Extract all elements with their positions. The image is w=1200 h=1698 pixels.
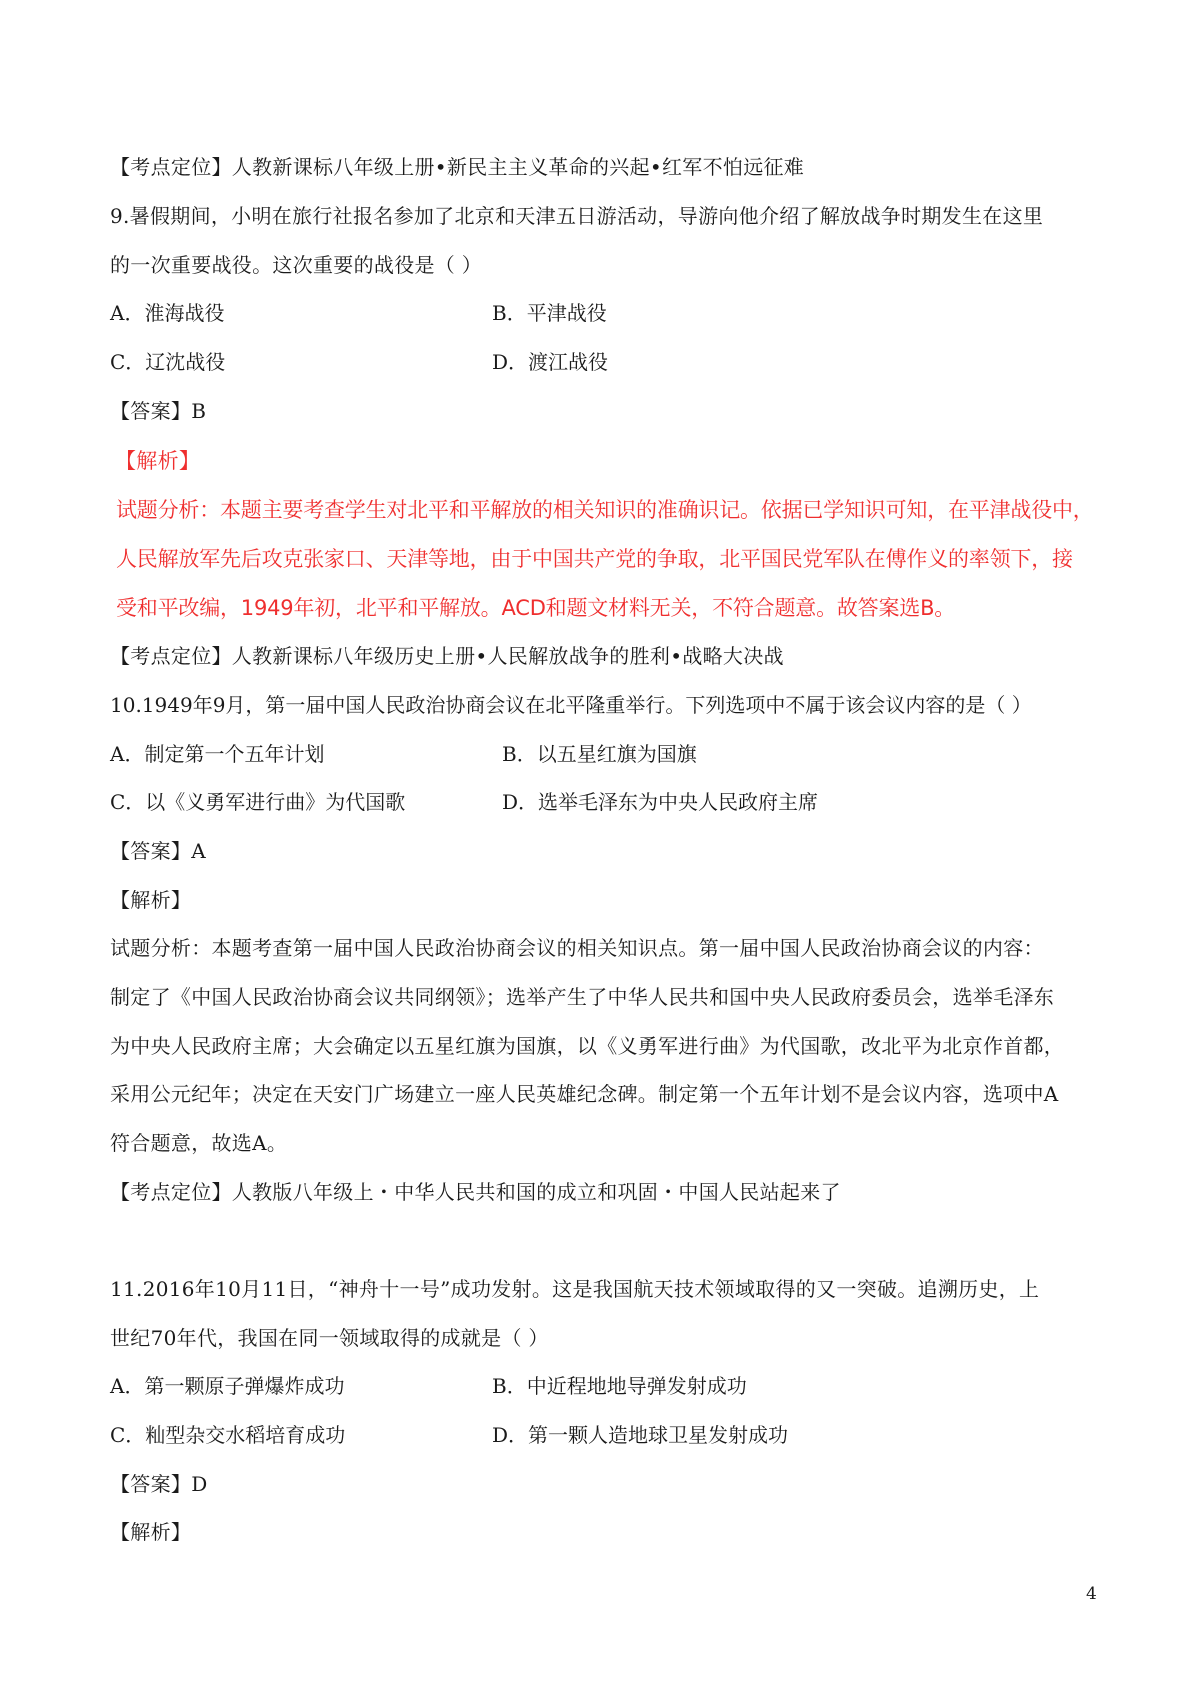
q11-jiexi-label: 【解析】: [110, 1520, 192, 1544]
q9-option-a: A．淮海战役: [110, 301, 225, 325]
q11-answer: 【答案】D: [110, 1472, 208, 1496]
q10-analysis-line1: 试题分析：本题考查第一届中国人民政治协商会议的相关知识点。第一届中国人民政治协商会议的内容：: [110, 936, 1044, 960]
q10-analysis-line2: 制定了《中国人民政治协商会议共同纲领》；选举产生了中华人民共和国中央人民政府委员会，选举毛泽东: [110, 985, 1055, 1009]
q9-kaodian: 【考点定位】人教新课标八年级历史上册•人民解放战争的胜利•战略大决战: [110, 644, 784, 668]
q9-option-c: C．辽沈战役: [110, 350, 226, 374]
q10-analysis-line3: 为中央人民政府主席；大会确定以五星红旗为国旗，以《义勇军进行曲》为代国歌，改北平为北京作首都，: [110, 1034, 1065, 1058]
q9-answer: 【答案】B: [110, 399, 207, 423]
q10-option-d: D．选举毛泽东为中央人民政府主席: [502, 790, 819, 814]
q9-analysis-line3: 受和平改编，1949年初，北平和平解放。ACD和题文材料无关，不符合题意。故答案选B。: [116, 596, 956, 620]
q10-option-a: A．制定第一个五年计划: [110, 742, 325, 766]
q10-option-c: C．以《义勇军进行曲》为代国歌: [110, 790, 406, 814]
q10-analysis-line4: 采用公元纪年；决定在天安门广场建立一座人民英雄纪念碑。制定第一个五年计划不是会议内容，选项中A: [110, 1082, 1059, 1106]
q10-kaodian: 【考点定位】人教版八年级上・中华人民共和国的成立和巩固・中国人民站起来了: [110, 1180, 841, 1204]
q11-option-b: B．中近程地地导弹发射成功: [492, 1374, 747, 1398]
q9-option-b: B．平津战役: [492, 301, 607, 325]
q10-analysis-line5: 符合题意，故选A。: [110, 1131, 288, 1155]
q11-option-c: C．籼型杂交水稻培育成功: [110, 1423, 346, 1447]
page-number: 4: [1086, 1584, 1097, 1604]
q9-analysis-line2: 人民解放军先后攻克张家口、天津等地，由于中国共产党的争取，北平国民党军队在傅作义的率领下，接: [116, 547, 1073, 571]
q9-option-d: D．渡江战役: [492, 350, 609, 374]
q11-stem-line1: 11.2016年10月11日，“神舟十一号”成功发射。这是我国航天技术领域取得的又一突破。追溯历史，上: [110, 1277, 1040, 1301]
q11-option-a: A．第一颗原子弹爆炸成功: [110, 1374, 345, 1398]
q9-jiexi-label: 【解析】: [115, 449, 201, 473]
q9-analysis-line1: 试题分析：本题主要考查学生对北平和平解放的相关知识的准确识记。依据已学知识可知，在平津战役中，: [116, 498, 1094, 522]
q10-answer: 【答案】A: [110, 839, 206, 863]
q9-stem-line1: 9.暑假期间，小明在旅行社报名参加了北京和天津五日游活动，导游向他介绍了解放战争时期发生在这里: [110, 204, 1044, 228]
q8-kaodian: 【考点定位】人教新课标八年级上册•新民主主义革命的兴起•红军不怕远征难: [110, 155, 805, 179]
q9-stem-line2: 的一次重要战役。这次重要的战役是（ ）: [110, 253, 483, 277]
q11-option-d: D．第一颗人造地球卫星发射成功: [492, 1423, 789, 1447]
q11-stem-line2: 世纪70年代，我国在同一领域取得的成就是（ ）: [110, 1326, 549, 1350]
q10-jiexi-label: 【解析】: [110, 888, 192, 912]
q10-option-b: B．以五星红旗为国旗: [502, 742, 697, 766]
q10-stem-line1: 10.1949年9月，第一届中国人民政治协商会议在北平隆重举行。下列选项中不属于该会议内容的是（ ）: [110, 693, 1032, 717]
